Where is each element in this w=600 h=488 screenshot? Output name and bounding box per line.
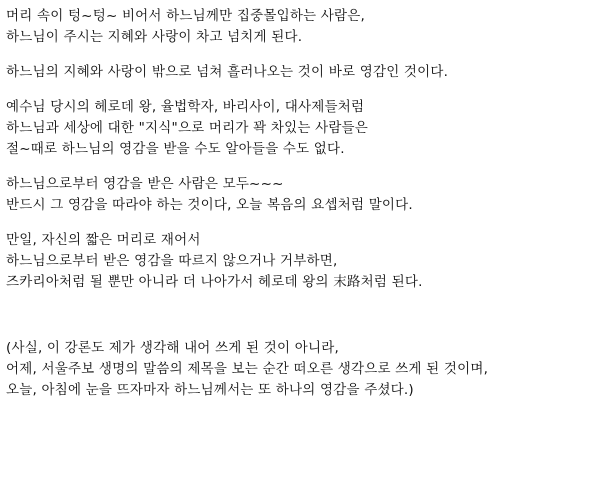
text-line: 하느님과 세상에 대한 "지식"으로 머리가 꽉 차있는 사람들은 (6, 120, 369, 136)
text-line: 절~때로 하느님의 영감을 받을 수도 알아들을 수도 없다. (6, 141, 345, 157)
text-line: 즈카리아처럼 될 뿐만 아니라 더 나아가서 헤로데 왕의 末路처럼 된다. (6, 274, 423, 290)
text-line: (사실, 이 강론도 제가 생각해 내어 쓰게 된 것이 아니라, (6, 340, 339, 356)
paragraph-6 (6, 338, 594, 401)
document-body (6, 6, 594, 401)
paragraph-3 (6, 97, 594, 160)
paragraph-2 (6, 62, 594, 83)
text-line: 머리 속이 텅~텅~ 비어서 하느님께만 집중몰입하는 사람은, (6, 8, 366, 24)
text-line: 하느님으로부터 받은 영감을 따르지 않으거나 거부하면, (6, 253, 338, 269)
text-line: 하느님이 주시는 지혜와 사랑이 차고 넘치게 된다. (6, 29, 303, 45)
text-line: 어제, 서울주보 생명의 말씀의 제목을 보는 순간 떠오른 생각으로 쓰게 된 것이며, (6, 361, 489, 377)
paragraph-4 (6, 174, 594, 216)
paragraph-1 (6, 6, 594, 48)
text-line: 예수님 당시의 헤로데 왕, 율법학자, 바리사이, 대사제들처럼 (6, 99, 365, 115)
text-line: 오늘, 아침에 눈을 뜨자마자 하느님께서는 또 하나의 영감을 주셨다.) (6, 382, 414, 398)
text-line: 만일, 자신의 짧은 머리로 재어서 (6, 232, 201, 248)
text-line: 반드시 그 영감을 따라야 하는 것이다, 오늘 복음의 요셉처럼 말이다. (6, 197, 413, 213)
text-line: 하느님의 지혜와 사랑이 밖으로 넘쳐 흘러나오는 것이 바로 영감인 것이다. (6, 64, 449, 80)
text-line: 하느님으로부터 영감을 받은 사람은 모두~~~ (6, 176, 284, 192)
paragraph-5 (6, 230, 594, 293)
